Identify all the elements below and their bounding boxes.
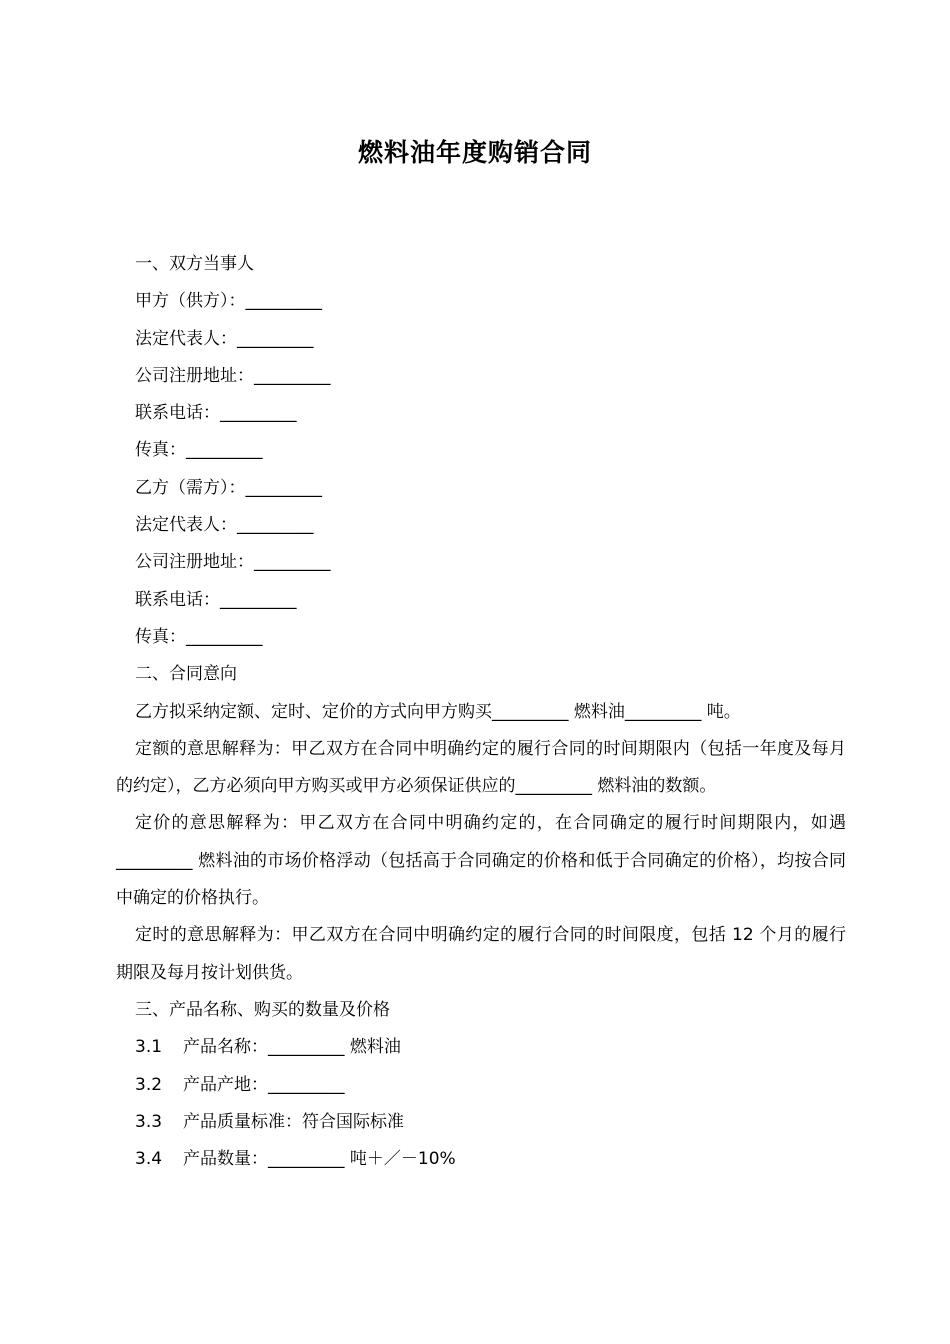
item-text: 产品质量标准：符合国际标准 [183, 1111, 404, 1132]
party-a-fax-line: 传真：_________ [135, 440, 263, 461]
quota-paragraph: 定额的意思解释为：甲乙双方在合同中明确约定的履行合同的时间期限内（包括一年度及每月的约定），乙方必须向甲方购买或甲方必须保证供应的_________ 燃料油的数额。 [116, 738, 846, 797]
page-title: 燃料油年度购销合同 [357, 138, 592, 167]
list-item [116, 1141, 846, 1178]
party-b-phone-line: 联系电话：_________ [135, 589, 297, 610]
section-heading: 二、合同意向 [135, 664, 237, 685]
price-paragraph: 定价的意思解释为：甲乙双方在合同中明确约定的，在合同确定的履行时间期限内，如遇_________ 燃料油的市场价格浮动（包括高于合同确定的价格和低于合同确定的价格），均按合同中确定的价格执行。 [116, 813, 846, 909]
party-b-address-line: 公司注册地址：_________ [135, 552, 331, 573]
item-number: 3.1 [135, 1037, 163, 1058]
party-a-address-line: 公司注册地址：_________ [135, 365, 331, 386]
section-heading: 三、产品名称、购买的数量及价格 [135, 999, 390, 1020]
item-text: 产品数量：_________ 吨＋／－10% [183, 1149, 456, 1170]
list-item [116, 1029, 846, 1066]
party-a-representative-line: 法定代表人：_________ [135, 328, 314, 349]
party-b-line: 乙方（需方）：_________ [135, 477, 322, 498]
section-heading: 一、双方当事人 [135, 254, 254, 274]
item-text: 产品产地：_________ [183, 1074, 345, 1095]
item-number: 3.3 [135, 1111, 163, 1132]
party-a-phone-line: 联系电话：_________ [135, 403, 297, 424]
party-a-line: 甲方（供方）：_________ [135, 291, 322, 312]
timing-paragraph: 定时的意思解释为：甲乙双方在合同中明确约定的履行合同的时间限度，包括 12 个月的履行期限及每月按计划供货。 [116, 925, 846, 983]
intent-paragraph: 乙方拟采纳定额、定时、定价的方式向甲方购买_________ 燃料油_________ 吨。 [135, 701, 741, 722]
list-item [116, 1067, 846, 1104]
party-b-fax-line: 传真：_________ [135, 626, 263, 647]
item-text: 产品名称：_________ 燃料油 [183, 1037, 401, 1058]
list-item [116, 1104, 846, 1141]
item-number: 3.4 [135, 1149, 163, 1170]
item-number: 3.2 [135, 1074, 163, 1095]
party-b-representative-line: 法定代表人：_________ [135, 515, 314, 536]
document-body [116, 246, 846, 1178]
